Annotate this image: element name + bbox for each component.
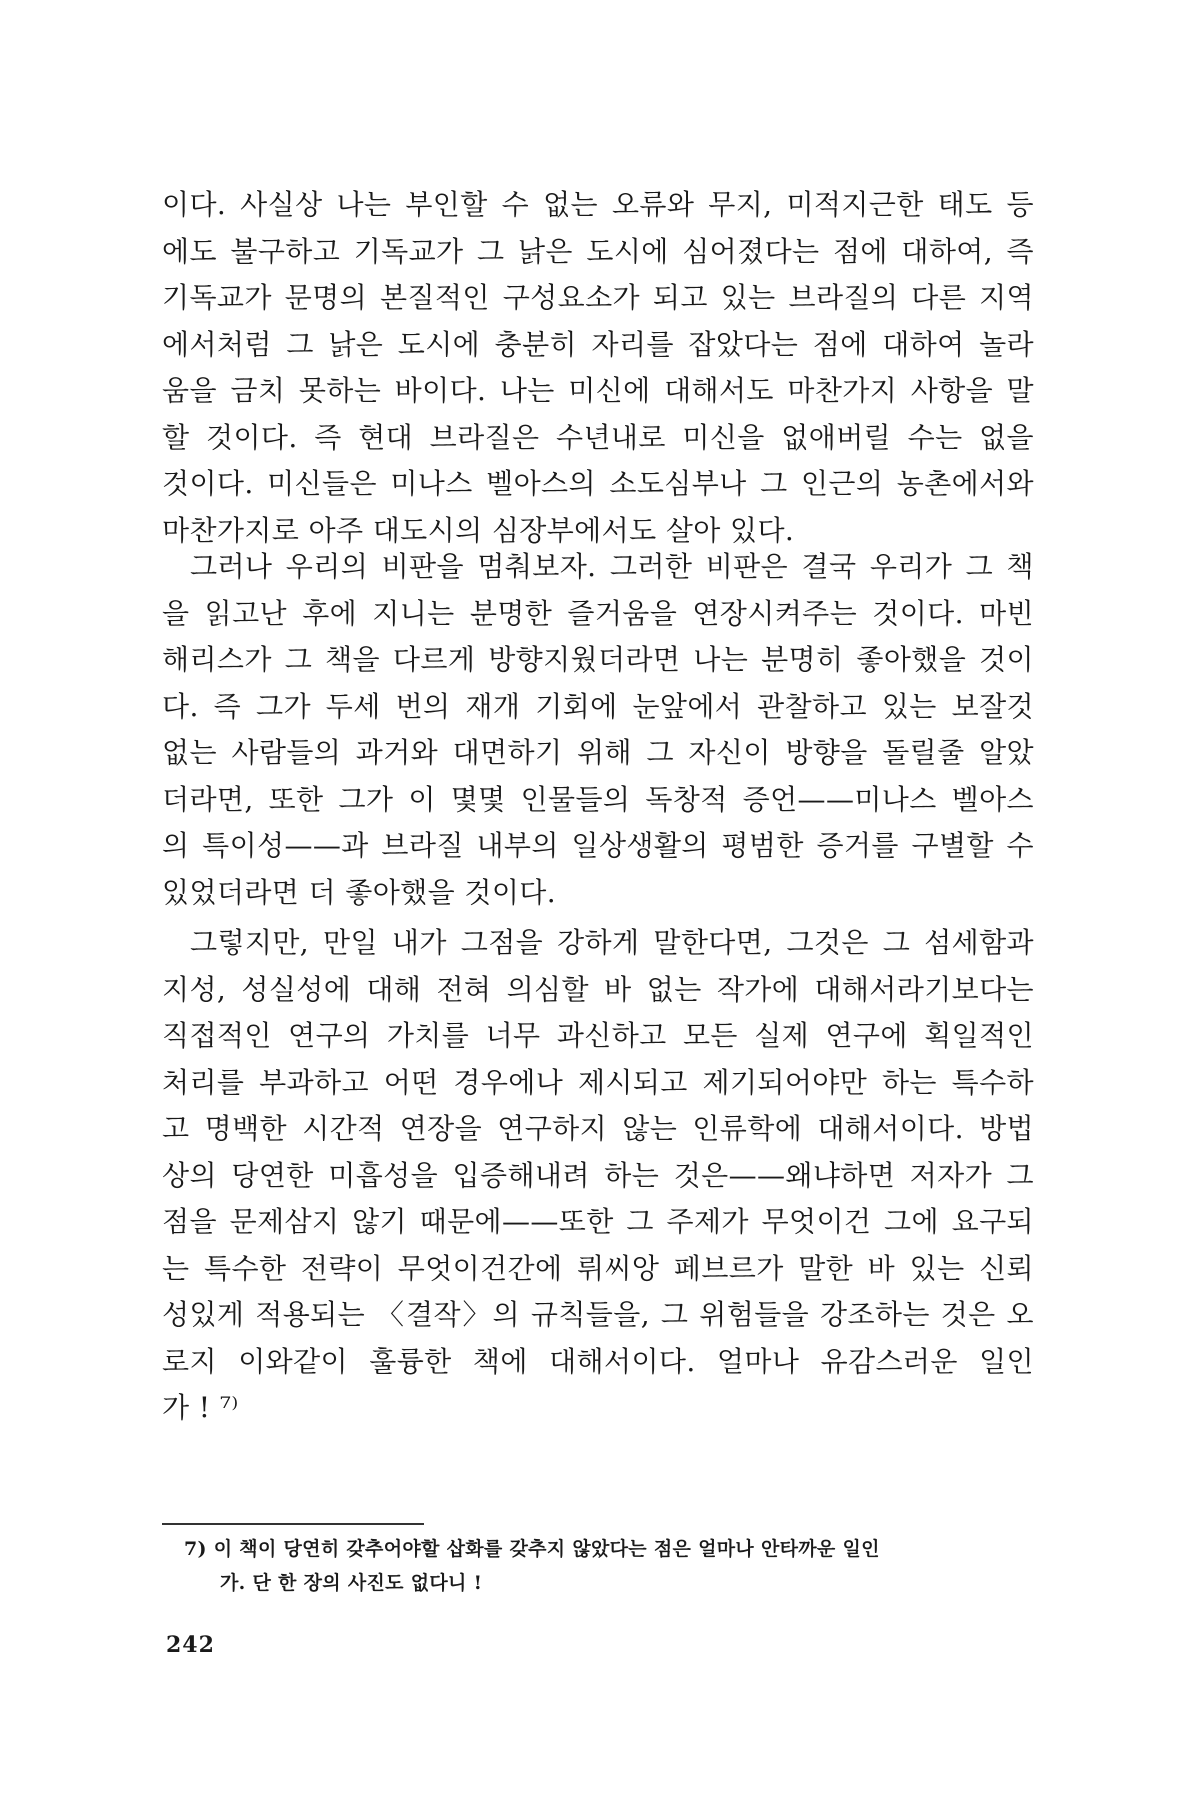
- text-line: 처리를 부과하고 어떤 경우에나 제시되고 제기되어야만 하는 특수하: [162, 1065, 1034, 1099]
- text-line: 할 것이다. 즉 현대 브라질은 수년내로 미신을 없애버릴 수는 없을: [162, 420, 1034, 454]
- text-line: 기독교가 문명의 본질적인 구성요소가 되고 있는 브라질의 다른 지역: [162, 281, 1034, 314]
- text-line: 것이다. 미신들은 미나스 벨아스의 소도심부나 그 인근의 농촌에서와: [162, 467, 1034, 500]
- footnote: [184, 1532, 1014, 1600]
- paragraph-2: [162, 544, 1034, 916]
- text-line: 직접적인 연구의 가치를 너무 과신하고 모든 실제 연구에 획일적인: [162, 1019, 1034, 1052]
- text-line: 성있게 적용되는 〈결작〉의 규칙들을, 그 위험들을 강조하는 것은 오: [162, 1298, 1034, 1331]
- footnote-line: 7) 이 책이 당연히 갖추어야할 삽화를 갖추지 않았다는 점은 얼마나 안타까운 일인: [184, 1538, 880, 1560]
- text-line: 없는 사람들의 과거와 대면하기 위해 그 자신이 방향을 돌릴줄 알았: [162, 736, 1034, 769]
- paragraph-1: [162, 182, 1034, 554]
- text-line: 의 특이성——과 브라질 내부의 일상생활의 평범한 증거를 구별할 수: [162, 829, 1034, 862]
- text-line: 움을 금치 못하는 바이다. 나는 미신에 대해서도 마찬가지 사항을 말: [162, 374, 1034, 407]
- text-line: 그러나 우리의 비판을 멈춰보자. 그러한 비판은 결국 우리가 그 책: [190, 550, 1034, 583]
- footnote-line: 가. 단 한 장의 사진도 없다니 !: [220, 1572, 483, 1594]
- text-line: 더라면, 또한 그가 이 몇몇 인물들의 독창적 증언——미나스 벨아스: [162, 782, 1034, 816]
- text-line: 다. 즉 그가 두세 번의 재개 기회에 눈앞에서 관찰하고 있는 보잘것: [162, 689, 1034, 723]
- text-line: 점을 문제삼지 않기 때문에——또한 그 주제가 무엇이건 그에 요구되: [162, 1205, 1034, 1238]
- text-line: 에서처럼 그 낡은 도시에 충분히 자리를 잡았다는 점에 대하여 놀라: [162, 327, 1034, 361]
- page-number: 242: [166, 1632, 215, 1658]
- text-line: 는 특수한 전략이 무엇이건간에 뤼씨앙 페브르가 말한 바 있는 신뢰: [162, 1251, 1034, 1285]
- paragraph-3: [162, 920, 1034, 1432]
- text-line: 이다. 사실상 나는 부인할 수 없는 오류와 무지, 미적지근한 태도 등: [162, 188, 1034, 221]
- text-line: 고 명백한 시간적 연장을 연구하지 않는 인류학에 대해서이다. 방법: [162, 1112, 1034, 1145]
- text-line: 있었더라면 더 좋아했을 것이다.: [162, 875, 557, 909]
- text-line: 해리스가 그 책을 다르게 방향지웠더라면 나는 분명히 좋아했을 것이: [162, 643, 1034, 676]
- text-line: 에도 불구하고 기독교가 그 낡은 도시에 심어졌다는 점에 대하여, 즉: [162, 234, 1034, 268]
- text-line: 가 ! ⁷⁾: [162, 1391, 239, 1424]
- text-line: 지성, 성실성에 대해 전혀 의심할 바 없는 작가에 대해서라기보다는: [162, 972, 1034, 1006]
- text-line: 마찬가지로 아주 대도시의 심장부에서도 살아 있다.: [162, 513, 795, 547]
- text-line: 을 읽고난 후에 지니는 분명한 즐거움을 연장시켜주는 것이다. 마빈: [162, 596, 1034, 630]
- text-line: 그렇지만, 만일 내가 그점을 강하게 말한다면, 그것은 그 섬세함과: [190, 926, 1034, 959]
- text-line: 상의 당연한 미흡성을 입증해내려 하는 것은——왜냐하면 저자가 그: [162, 1158, 1034, 1192]
- text-line: 로지 이와같이 훌륭한 책에 대해서이다. 얼마나 유감스러운 일인: [162, 1344, 1034, 1378]
- footnote-divider: [162, 1523, 424, 1525]
